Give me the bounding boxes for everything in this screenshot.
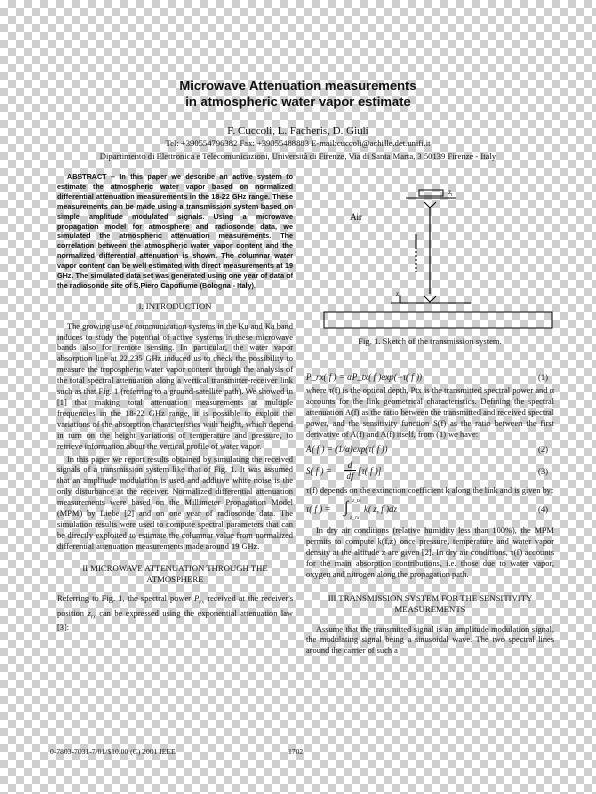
tx-antenna xyxy=(424,202,436,208)
symbol-z: z xyxy=(87,608,91,618)
contact-line: Tel: +390554796382 Fax: +39055488883 E-mail:cuccoli@achille.det.unifi.it xyxy=(165,138,431,148)
equation-1-body: P_rx( f ) = αP_tx( f )exp(−τ( f )) xyxy=(306,372,423,382)
section-3-heading xyxy=(306,593,554,615)
right-paragraph-3: In dry air conditions (relative humidity less than 100%), the MPM permits to compute k(f,z) once pressure, temperature and water vapor density at the altitude z are given [2]. In dry air conditions, τ(f) accounts for the main absorption contributions, i.e. those due to water vapor, oxygen and nitrogen along the propagation path. xyxy=(306,526,554,580)
ground-box xyxy=(324,312,552,328)
air-label: Air xyxy=(350,212,362,222)
text-run: can be expressed using the exponential attenuation law [3]: xyxy=(57,608,293,633)
right-paragraph-2: τ(f) depends on the extinction coefficient k along the link and is given by: xyxy=(306,485,554,495)
equation-4-number: (4) xyxy=(537,504,548,515)
intro-paragraph-2: In this paper we report results obtained by simulating the received signals of a transmission system like that of Fig. 1. It was assumed that an amplitude modulation is used and additive white noise is the only disturbance at the receiver. Normalized differential attenuation measurements were based on the Millimeter Propagation Model (MPM) by Liebe [2] and on one year of radiosonde data. The simulation results were used to compute spectral parameters that can be directly exploited to estimate the columnar value from normalized differential attenuation measurements made around 19 GHz. xyxy=(57,454,293,551)
section-2-heading-line-1: II MICROWAVE ATTENUATION THROUGH THE xyxy=(82,562,268,573)
equation-3 xyxy=(306,460,554,484)
equation-4-rhs: k( z, f )dz xyxy=(364,504,397,515)
authors: F. Cuccoli, L. Facheris, D. Giuli xyxy=(227,125,369,137)
paper-title xyxy=(60,78,536,110)
equation-2-body: A( f ) = (1/α)exp(τ( f )) xyxy=(306,443,388,454)
subscript-rx: rx xyxy=(199,599,205,606)
rx-antenna xyxy=(424,296,436,302)
derivative-numerator: d xyxy=(344,460,356,471)
page-number: 1702 xyxy=(288,747,304,756)
equation-4 xyxy=(306,498,554,524)
section-2-paragraph xyxy=(57,594,293,634)
title-line-2: in atmospheric water vapor estimate xyxy=(185,94,411,109)
tx-label: $z_t$ xyxy=(448,188,453,198)
equation-3-derivative xyxy=(344,460,356,481)
equation-3-number: (3) xyxy=(537,465,548,476)
section-1-heading: I. INTRODUCTION xyxy=(138,300,212,311)
section-2-heading-line-2: ATMOSPHERE xyxy=(146,573,204,584)
intro-paragraph-1: The growing use of communication systems in the Ku and Ka band induces to study the potential of active systems in these microwave bands also for remote sensing. In particular, the water vapor absorption line at 22.235 GHz induced us to check the possibility to measure the tropospheric water vapor content through the analysis of the total spectral attenuation along a vertical transmitter-receiver link such as that Fig. 1 (referring to a ground-satellite path). We showed in [1] that making total attenuation measurements at multiple frequencies in the 18-22 GHz range, it is possible to exploit the variations of the absorption characteristics with height, which depend in turn on the height variations of temperature and pressure, to retrieve information about the vertical profile of water vapor. xyxy=(57,321,293,451)
section-3-heading-line-2: MEASUREMENTS xyxy=(394,603,466,614)
title-line-1: Microwave Attenuation measurements xyxy=(179,78,417,93)
equation-1-number: (1) xyxy=(537,372,548,382)
equation-2-number: (2) xyxy=(537,443,548,454)
figure-caption: Fig. 1. Sketch of the transmission system. xyxy=(358,336,502,346)
right-paragraph-1: where τ(f) is the optical depth, Ptx is the transmitted spectral power and α accounts for the link geometrical characteristics. Defining the spectral attenuation A(f) as the ratio between the transmitted and received spectral power, and the sensitivity function S(f) as the ratio between the first derivative of A(f) and A(f) itself, from (1) we have: xyxy=(306,386,554,439)
section-2-heading xyxy=(57,563,293,585)
equation-3-rhs: [τ( f )] xyxy=(358,465,382,476)
abstract: ABSTRACT – In this paper we describe an active system to estimate the atmospheric water vapor based on normalized differential attenuation measurements in the 18-22 GHz range. These measurements can be made using a transmission system based on simple amplitude modulated signals. Using a microwave propagation model for atmosphere and radiosonde data, we simulated the atmospheric attenuation measurements. The correlation between the atmospheric water vapor content and the normalized differential attenuation is shown. The columnar water vapor content can be well estimated with direct measurements at 19 GHz. The simulated data set was generated using one year of data of the radiosonde site of S.Piero Capofiume (Bologna - Italy). xyxy=(57,172,293,290)
symbol-p: P xyxy=(194,594,200,604)
equation-1 xyxy=(306,372,554,386)
satellite-body xyxy=(419,190,443,196)
right-column xyxy=(306,172,554,657)
integral-sign: ∫ xyxy=(344,499,349,517)
equation-4-lhs: τ( f ) = xyxy=(306,504,331,515)
section-3-paragraph: Assume that the transmitted signal is an amplitude modulation signal, the modulating signal being a sinusoidal wave. The two spectral lines around the carrier of such a xyxy=(306,624,554,656)
integral-upper-limit: z_tx xyxy=(352,498,361,505)
derivative-denominator: df xyxy=(346,470,354,481)
transmission-sketch xyxy=(306,172,554,332)
integral-lower-limit: z_rx xyxy=(350,515,360,522)
footer-copyright: 0-7803-7031-7/01/$10.00 (C) 2001 IEEE xyxy=(50,747,176,756)
subscript-rx: rx xyxy=(90,614,96,621)
text-run: Referring to Fig. 1, the spectral power xyxy=(57,594,195,604)
figure-1 xyxy=(306,172,554,332)
equation-2 xyxy=(306,444,554,458)
section-3-heading-line-1: III TRANSMISSION SYSTEM FOR THE SENSITIVITY xyxy=(327,592,533,603)
text-run: received at the receiver's position xyxy=(57,594,293,618)
affiliation: Dipartimento di Elettronica e Telecomunicazioni, Università di Firenze, Via di Santa Marta, 3 50139 Firenze - Italy xyxy=(99,151,497,161)
left-column xyxy=(57,172,293,634)
equation-3-lhs: S( f ) = xyxy=(306,465,332,476)
rx-label: $z_r$ xyxy=(396,290,401,300)
